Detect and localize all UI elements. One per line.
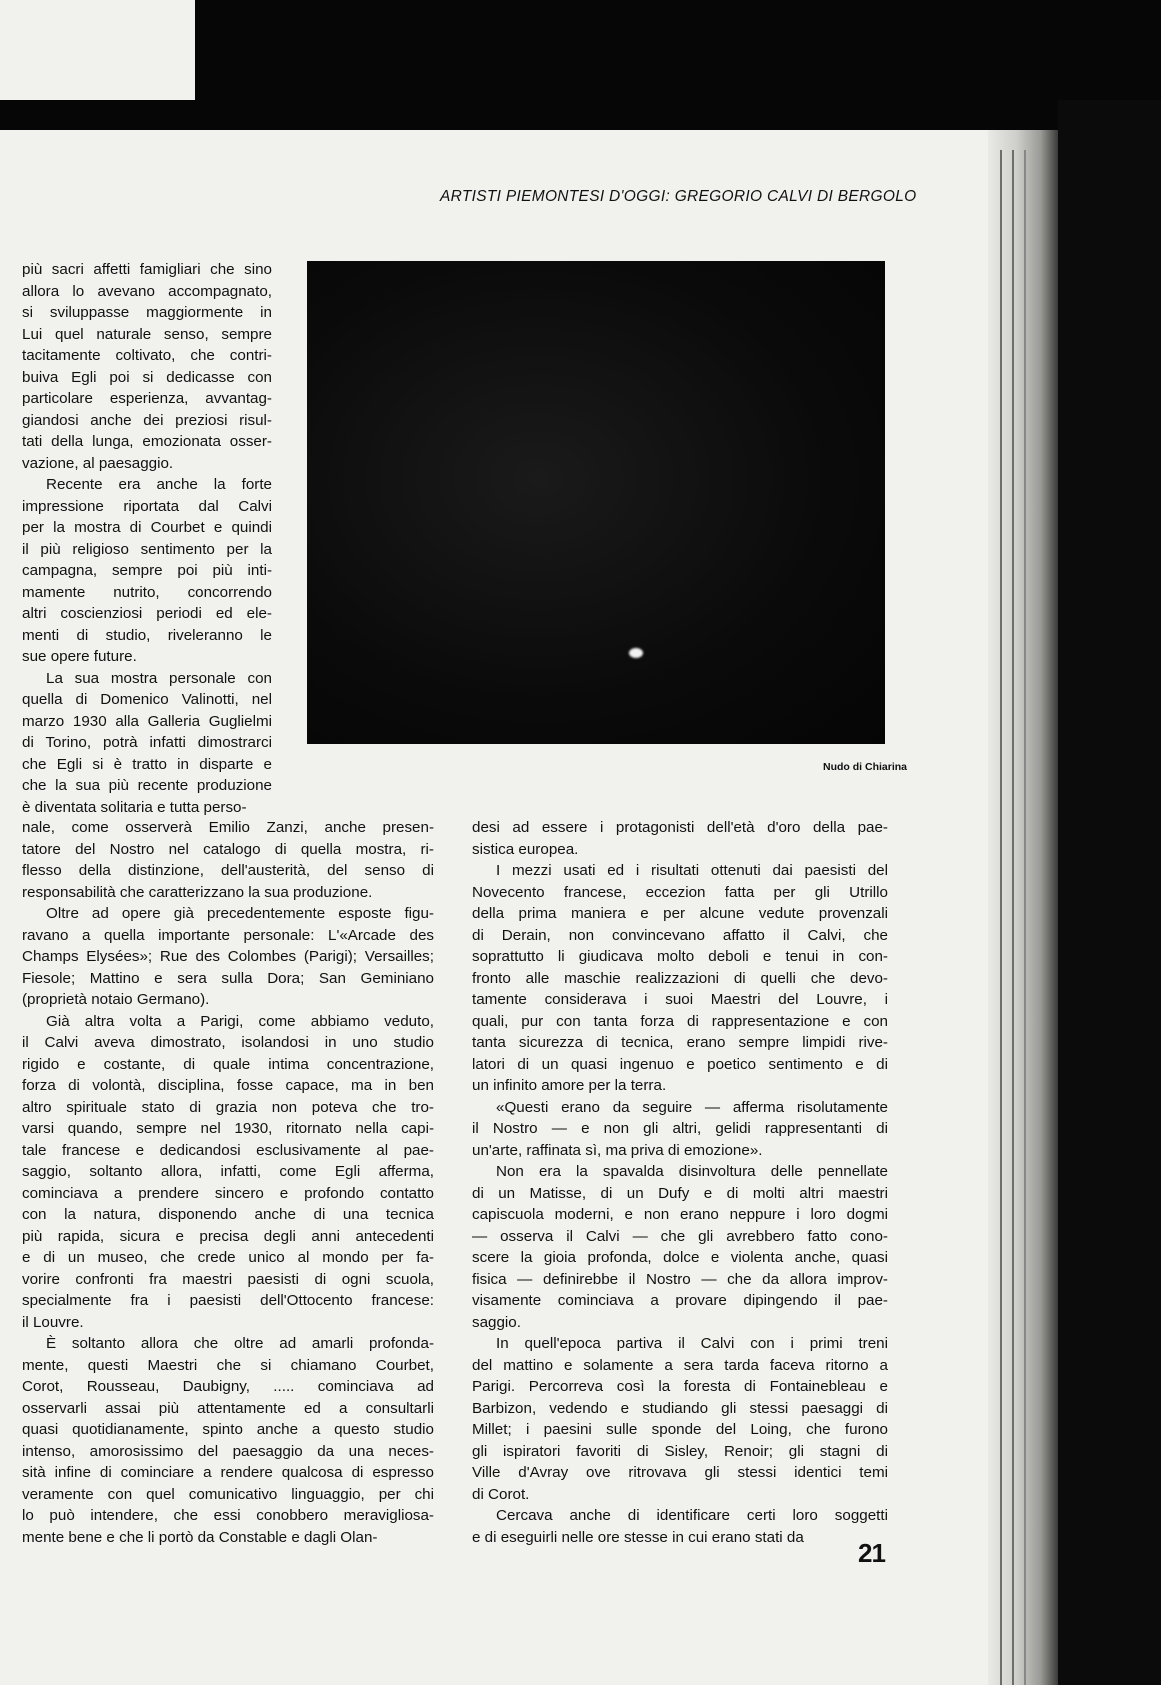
- paragraph: [472, 817, 888, 860]
- text-line: saggio, soltanto allora, infatti, come Egli afferma,: [22, 1163, 434, 1180]
- text-line: più rapida, sicura e precisa degli anni antecedenti: [22, 1227, 434, 1245]
- text-line: Cercava anche di identificare certi loro soggetti: [496, 1507, 888, 1524]
- running-head: ARTISTI PIEMONTESI D'OGGI: GREGORIO CALVI DI BERGOLO: [440, 188, 917, 205]
- text-line: sue opere future.: [22, 648, 137, 665]
- column-left-narrow: [22, 259, 272, 818]
- text-line: buiva Egli poi si dedicasse con: [22, 368, 272, 386]
- text-line: è diventata solitaria e tutta perso-: [22, 798, 247, 816]
- text-line: gli ispiratori favoriti di Sisley, Renoir; gli stagni di: [472, 1442, 888, 1460]
- text-line: quali, pur con tanta forza di rappresentazione e con: [472, 1012, 888, 1030]
- text-line: rigido e costante, di quale intima concentrazione,: [22, 1055, 434, 1073]
- text-line: Già altra volta a Parigi, come abbiamo veduto,: [46, 1012, 434, 1030]
- text-line: campagna, sempre poi più inti-: [22, 562, 272, 579]
- text-line: il Nostro — e non gli altri, gelidi rappresentanti di: [472, 1120, 888, 1137]
- text-line: di Torino, potrà infatti dimostrarci: [22, 734, 272, 751]
- text-line: altri coscienziosi periodi ed ele-: [22, 605, 272, 622]
- column-left-wide: [22, 817, 434, 1548]
- text-line: sità infine di cominciare a rendere qualcosa di espresso: [22, 1464, 434, 1481]
- paragraph: [22, 1333, 434, 1548]
- text-line: vorire confronti fra maestri paesisti di ogni scuola,: [22, 1270, 434, 1288]
- text-line: della prima maniera e per alcune vedute provenzali: [472, 905, 888, 922]
- text-line: si sviluppasse maggiormente in: [22, 304, 272, 321]
- text-line: tati della lunga, emozionata osser-: [22, 433, 272, 450]
- text-line: «Questi erano da seguire — afferma risolutamente: [496, 1098, 888, 1116]
- text-line: mente bene e che li portò da Constable e dagli Olan-: [22, 1528, 378, 1546]
- text-line: (proprietà notaio Germano).: [22, 991, 210, 1008]
- text-line: cominciava a prendere sincero e profondo contatto: [22, 1184, 434, 1202]
- scan-border-right: [1058, 100, 1161, 1685]
- text-line: menti di studio, riveleranno le: [22, 626, 272, 644]
- text-line: un'arte, raffinata sì, ma priva di emozione».: [472, 1141, 763, 1159]
- text-line: lo può intendere, che essi conobbero meravigliosa-: [22, 1507, 434, 1524]
- text-line: particolare esperienza, avvantag-: [22, 390, 272, 407]
- text-line: Millet; i paesini sulle sponde del Loing, che furono: [472, 1421, 888, 1438]
- text-line: È soltanto allora che oltre ad amarli profonda-: [46, 1335, 434, 1352]
- text-line: tamente considerava i suoi Maestri del Louvre, i: [472, 991, 888, 1008]
- text-line: il Calvi aveva dimostrato, isolandosi in uno studio: [22, 1034, 434, 1051]
- text-line: Parigi. Percorreva così la foresta di Fontainebleau e: [472, 1378, 888, 1395]
- text-line: saggio.: [472, 1313, 521, 1331]
- text-line: soprattutto li giudicava molto deboli e tenui in con-: [472, 948, 888, 965]
- text-line: Lui quel naturale senso, sempre: [22, 325, 272, 343]
- text-line: responsabilità che caratterizzano la sua produzione.: [22, 883, 373, 901]
- text-line: flesso della distinzione, dell'austerità, del senso di: [22, 862, 434, 879]
- column-right: [472, 817, 888, 1548]
- paragraph: [22, 903, 434, 1011]
- text-line: con la natura, disponendo anche di una tecnica: [22, 1206, 434, 1223]
- figure-caption: Nudo di Chiarina: [823, 761, 907, 773]
- text-line: il più religioso sentimento per la: [22, 540, 272, 558]
- paragraph: [22, 259, 272, 474]
- text-line: intenso, amorosissimo del paesaggio da una neces-: [22, 1442, 434, 1460]
- text-line: giandosi anche dei preziosi risul-: [22, 411, 272, 429]
- text-line: — osserva il Calvi — che gli avrebbero fatto cono-: [472, 1227, 888, 1245]
- text-line: Fiesole; Mattino e sera sulla Dora; San Geminiano: [22, 969, 434, 987]
- text-line: più sacri affetti famigliari che sino: [22, 261, 272, 278]
- text-line: Non era la spavalda disinvoltura delle pennellate: [496, 1163, 888, 1180]
- scan-border-top: [195, 0, 1161, 100]
- text-line: Barbizon, vedendo e studiando gli stessi paesaggi di: [472, 1399, 888, 1417]
- text-line: Champs Elysées»; Rue des Colombes (Parigi); Versailles;: [22, 948, 434, 965]
- paragraph: [472, 1161, 888, 1333]
- text-line: e di un museo, che crede unico al mondo per fa-: [22, 1249, 434, 1266]
- text-line: del mattino e solamente a sera tarda faceva ritorno a: [472, 1356, 888, 1374]
- text-line: tatore del Nostro nel catalogo di quella mostra, ri-: [22, 840, 434, 858]
- text-line: ravano a quella importante personale: L'«Arcade des: [22, 926, 434, 944]
- paragraph: [472, 1505, 888, 1548]
- text-line: mente, questi Maestri che si chiamano Courbet,: [22, 1356, 434, 1374]
- text-line: veramente con quel comunicativo linguaggio, per chi: [22, 1485, 434, 1503]
- page-edge-line: [1012, 150, 1014, 1685]
- text-line: di un Matisse, di un Dufy e di molti altri maestri: [472, 1184, 888, 1202]
- text-line: Novecento francese, eccezion fatta per gli Utrillo: [472, 883, 888, 901]
- text-line: impressione riportata dal Calvi: [22, 497, 272, 515]
- text-line: altro spirituale stato di grazia non poteva che tro-: [22, 1098, 434, 1116]
- text-line: forza di volontà, disciplina, fosse capace, ma in ben: [22, 1077, 434, 1094]
- text-line: Ville d'Avray ove ritrovava gli stessi identici temi: [472, 1464, 888, 1481]
- text-line: per la mostra di Courbet e quindi: [22, 519, 272, 536]
- paragraph: [472, 860, 888, 1097]
- text-line: fisica — definirebbe il Nostro — che da allora improv-: [472, 1270, 888, 1288]
- text-line: marzo 1930 alla Galleria Guglielmi: [22, 712, 272, 730]
- text-line: Oltre ad opere già precedentemente esposte figu-: [46, 905, 434, 922]
- text-line: La sua mostra personale con: [46, 669, 272, 687]
- paragraph: [22, 668, 272, 819]
- text-line: Recente era anche la forte: [46, 476, 272, 493]
- paragraph: [472, 1333, 888, 1505]
- text-line: Corot, Rousseau, Daubigny, ..... cominciava ad: [22, 1378, 434, 1395]
- text-line: desi ad essere i protagonisti dell'età d'oro della pae-: [472, 819, 888, 836]
- text-line: di Corot.: [472, 1485, 530, 1503]
- page-edge: [988, 130, 1058, 1685]
- text-line: allora lo avevano accompagnato,: [22, 282, 272, 300]
- text-line: capiscuola moderni, e non erano neppure i loro dogmi: [472, 1206, 888, 1223]
- artwork-photo: [307, 261, 885, 744]
- text-line: nale, come osserverà Emilio Zanzi, anche presen-: [22, 819, 434, 836]
- text-line: e di eseguirli nelle ore stesse in cui erano stati da: [472, 1528, 804, 1546]
- text-line: tacitamente coltivato, che contri-: [22, 347, 272, 364]
- text-line: tale francese e dedicandosi esclusivamente al pae-: [22, 1141, 434, 1159]
- text-line: il Louvre.: [22, 1313, 84, 1331]
- text-line: mamente nutrito, concorrendo: [22, 583, 272, 601]
- page-number: 21: [858, 1538, 885, 1568]
- text-line: vazione, al paesaggio.: [22, 454, 174, 472]
- text-line: scere la gioia profonda, dolce e violenta anche, quasi: [472, 1249, 888, 1266]
- text-line: latori di un quasi ingenuo e poetico sentimento e di: [472, 1055, 888, 1073]
- text-line: visamente cominciava a provare dipingendo il pae-: [472, 1292, 888, 1309]
- text-line: quasi quotidianamente, spinto anche a questo studio: [22, 1421, 434, 1438]
- text-line: un infinito amore per la terra.: [472, 1077, 667, 1094]
- page-edge-line: [1000, 150, 1002, 1685]
- text-line: I mezzi usati ed i risultati ottenuti dai paesisti del: [496, 862, 888, 879]
- photo-highlight: [629, 648, 643, 658]
- text-line: varsi quando, sempre nel 1930, ritornato nella capi-: [22, 1120, 434, 1137]
- paragraph: [22, 474, 272, 668]
- text-line: osservarli assai più attentamente ed a consultarli: [22, 1399, 434, 1417]
- text-line: specialmente fra i paesisti dell'Ottocento francese:: [22, 1292, 434, 1309]
- page-edge-line: [1024, 150, 1026, 1685]
- text-line: che la sua più recente produzione: [22, 777, 272, 794]
- text-line: In quell'epoca partiva il Calvi con i primi treni: [496, 1335, 888, 1352]
- paragraph: [472, 1097, 888, 1162]
- text-line: fronto alle maschie realizzazioni di quelli che devo-: [472, 969, 888, 987]
- paragraph: [22, 817, 434, 903]
- scan-border-band: [0, 100, 1161, 130]
- text-line: tanta sicurezza di tecnica, erano sempre limpidi rive-: [472, 1034, 888, 1051]
- text-line: che Egli si è tratto in disparte e: [22, 755, 272, 773]
- text-line: di Derain, non convincevano affatto il Calvi, che: [472, 926, 888, 944]
- paragraph: [22, 1011, 434, 1334]
- text-line: quella di Domenico Valinotti, nel: [22, 691, 272, 708]
- text-line: sistica europea.: [472, 840, 579, 858]
